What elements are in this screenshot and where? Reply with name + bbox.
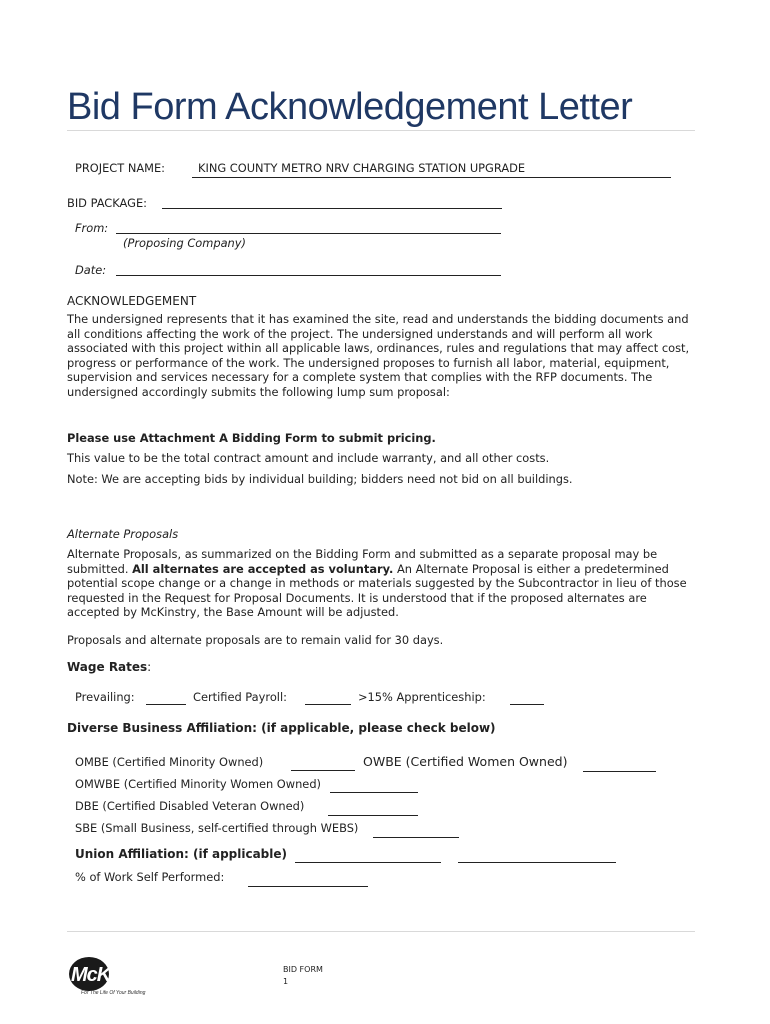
- mckinstry-logo: [67, 954, 157, 998]
- bid-package-field-line[interactable]: [162, 208, 502, 209]
- ombe-label: OMBE (Certified Minority Owned): [75, 755, 264, 769]
- contract-value-note: This value to be the total contract amount and include warranty, and all other costs.: [67, 451, 550, 465]
- validity-note: Proposals and alternate proposals are to remain valid for 30 days.: [67, 633, 444, 647]
- self-performed-field-line[interactable]: [248, 886, 368, 887]
- prevailing-field-line[interactable]: [146, 704, 186, 705]
- title-divider: [67, 130, 695, 131]
- apprenticeship-field-line[interactable]: [510, 704, 544, 705]
- project-name-label: PROJECT NAME:: [75, 161, 166, 175]
- wage-rates-colon: :: [147, 660, 152, 674]
- dbe-field-line[interactable]: [328, 815, 418, 816]
- owbe-field-line[interactable]: [583, 771, 656, 772]
- date-label: Date:: [75, 263, 107, 277]
- from-field-line[interactable]: [116, 233, 501, 234]
- omwbe-field-line[interactable]: [330, 792, 418, 793]
- footer-doc-name: BID FORM: [283, 965, 323, 974]
- wage-rates-heading: [67, 660, 151, 674]
- acknowledgement-body: The undersigned represents that it has examined the site, read and understands the bidding documents and all conditions affecting the work of the project. The undersigned understands and will perform all work associated with this project within all applicable laws, ordinances, rules and regulations that may affect cost, progress or performance of the work. The undersigned proposes to furnish all labor, material, equipment, supervision and services necessary for a complete system that complies with the RFP documents. The undersigned accordingly submits the following lump sum proposal:: [67, 312, 690, 399]
- dbe-label: DBE (Certified Disabled Veteran Owned): [75, 799, 305, 813]
- prevailing-label: Prevailing:: [75, 690, 135, 704]
- alternates-voluntary-text: All alternates are accepted as voluntary.: [132, 561, 394, 576]
- proposing-company-note: (Proposing Company): [123, 236, 246, 250]
- bid-package-label: BID PACKAGE:: [67, 196, 147, 210]
- union-affiliation-label: Union Affiliation: (if applicable): [75, 847, 288, 861]
- alternates-text-end: An Alternate Proposal is either a predetermined potential scope change or a change in methods or materials suggested by the Subcontractor in lieu of those requested in the Request for Proposal Documents. It is understood that if the proposed alternates are accepted by McKinstry, the Base Amount will be adjusted.: [67, 561, 687, 620]
- certified-payroll-field-line[interactable]: [305, 704, 351, 705]
- sbe-label: SBE (Small Business, self-certified through WEBS): [75, 821, 359, 835]
- union-affiliation-field-line-1[interactable]: [295, 862, 441, 863]
- project-name-value: KING COUNTY METRO NRV CHARGING STATION UPGRADE: [198, 161, 526, 175]
- logo-tagline: For The Life Of Your Building: [81, 990, 146, 996]
- ombe-field-line[interactable]: [291, 770, 355, 771]
- alternate-proposals-heading: Alternate Proposals: [67, 527, 179, 541]
- omwbe-label: OMWBE (Certified Minority Women Owned): [75, 777, 321, 791]
- footer-page-number: 1: [283, 977, 289, 986]
- wage-rates-label: Wage Rates: [67, 660, 148, 674]
- footer-divider: [67, 931, 695, 932]
- mckinstry-logo-icon: [67, 954, 157, 998]
- page-title: Bid Form Acknowledgement Letter: [67, 86, 633, 128]
- alternate-proposals-body: [67, 547, 697, 620]
- certified-payroll-label: Certified Payroll:: [193, 690, 287, 704]
- owbe-label: OWBE (Certified Women Owned): [363, 754, 568, 769]
- date-field-line[interactable]: [116, 275, 501, 276]
- building-note: Note: We are accepting bids by individual building; bidders need not bid on all buildings.: [67, 472, 573, 486]
- project-name-field-line[interactable]: [192, 177, 671, 178]
- sbe-field-line[interactable]: [373, 837, 459, 838]
- pricing-instruction: Please use Attachment A Bidding Form to submit pricing.: [67, 431, 436, 445]
- diverse-business-heading: Diverse Business Affiliation: (if applicable, please check below): [67, 721, 496, 735]
- alternates-text-start: Alternate Proposals, as summarized on the Bidding Form and submitted as a separate proposal may be submitted.: [67, 547, 658, 576]
- from-label: From:: [75, 221, 109, 235]
- apprenticeship-label: >15% Apprenticeship:: [358, 690, 486, 704]
- acknowledgement-heading: ACKNOWLEDGEMENT: [67, 294, 197, 308]
- union-affiliation-field-line-2[interactable]: [458, 862, 616, 863]
- logo-wordmark: McKinstry: [71, 964, 157, 986]
- self-performed-label: % of Work Self Performed:: [75, 870, 225, 884]
